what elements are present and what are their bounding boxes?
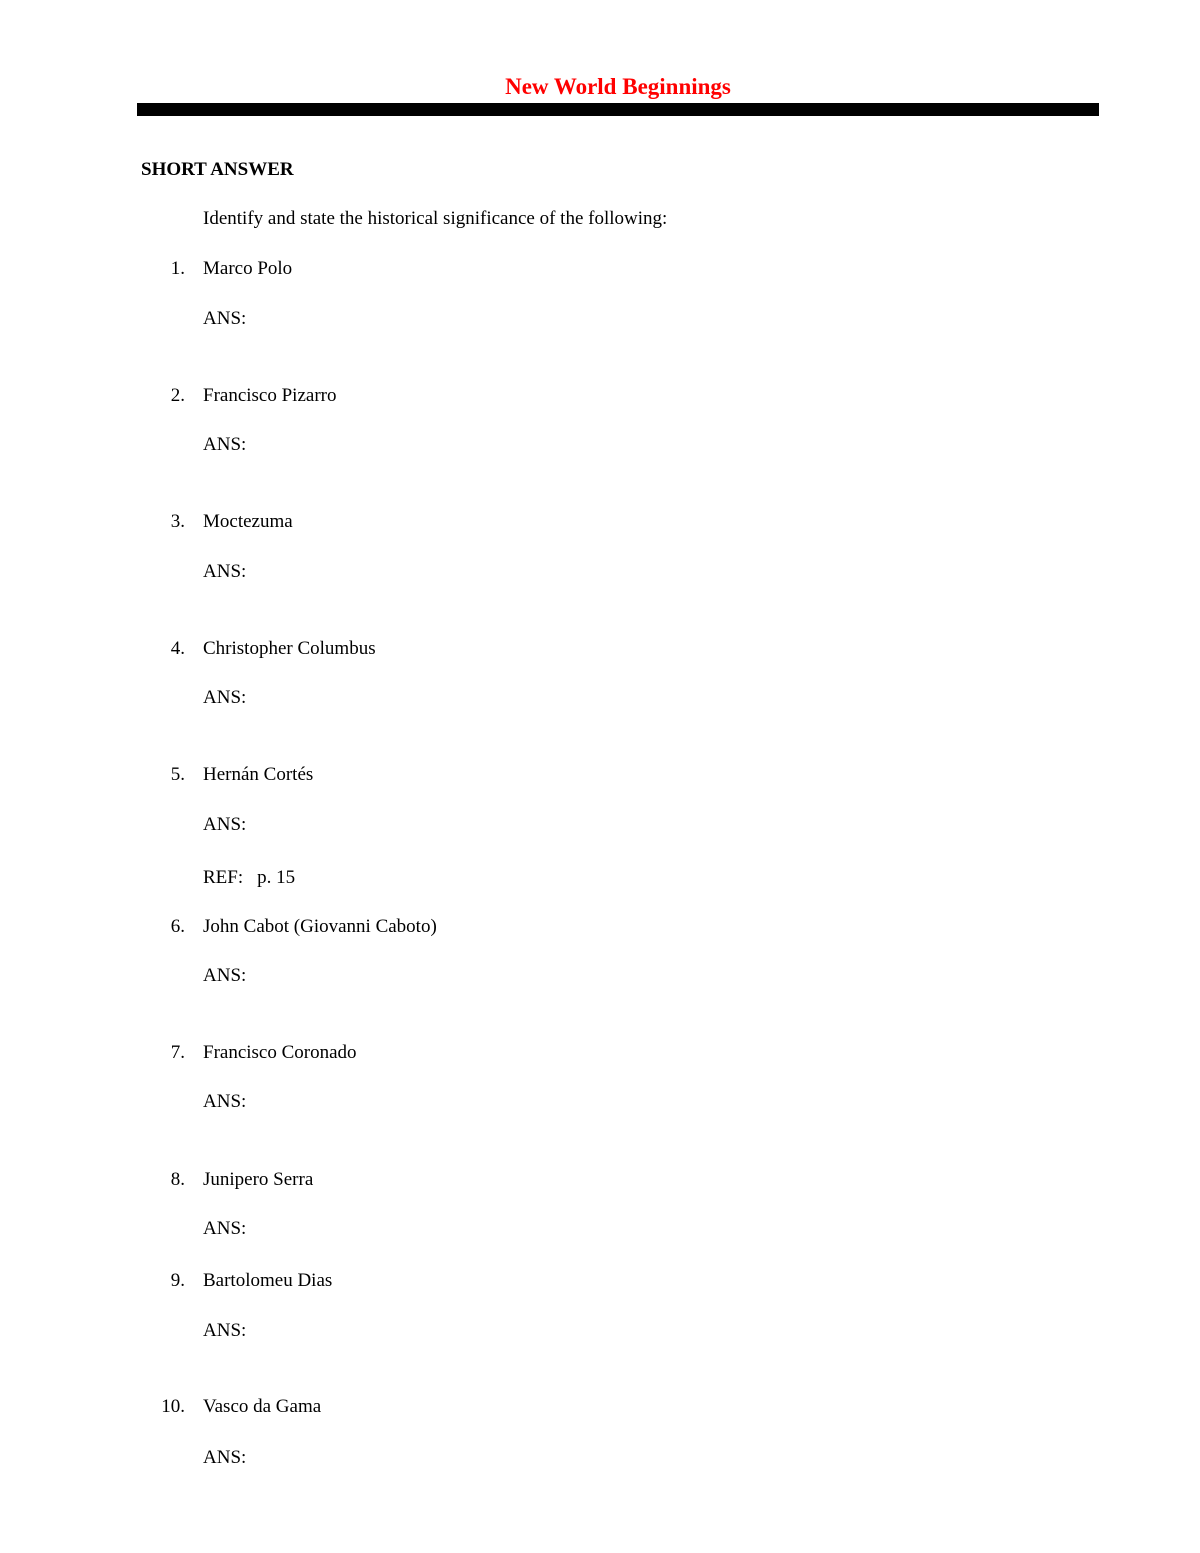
- question-term: John Cabot (Giovanni Caboto): [203, 916, 437, 937]
- question-term: Marco Polo: [203, 258, 293, 279]
- question-number: 3.: [170, 511, 185, 532]
- question-number: 8.: [170, 1169, 185, 1190]
- question-term: Junipero Serra: [203, 1169, 314, 1190]
- question-number: 7.: [170, 1042, 185, 1063]
- answer-label: ANS:: [203, 1447, 247, 1468]
- answer-label: ANS:: [203, 687, 247, 708]
- question-number: 10.: [161, 1396, 185, 1417]
- answer-label: ANS:: [203, 814, 247, 835]
- header-rule: [137, 103, 1099, 116]
- question-term: Bartolomeu Dias: [203, 1270, 333, 1291]
- answer-label: ANS:: [203, 561, 247, 582]
- answer-label: ANS:: [203, 1320, 247, 1341]
- question-number: 6.: [170, 916, 185, 937]
- answer-label: ANS:: [203, 434, 247, 455]
- question-number: 9.: [170, 1270, 185, 1291]
- section-heading: SHORT ANSWER: [141, 159, 294, 180]
- question-term: Christopher Columbus: [203, 638, 376, 659]
- question-term: Hernán Cortés: [203, 764, 314, 785]
- question-term: Vasco da Gama: [203, 1396, 322, 1417]
- question-term: Francisco Pizarro: [203, 385, 337, 406]
- question-term: Francisco Coronado: [203, 1042, 357, 1063]
- answer-label: ANS:: [203, 1091, 247, 1112]
- question-number: 4.: [170, 638, 185, 659]
- answer-label: ANS:: [203, 1218, 247, 1239]
- reference-page: p. 15: [257, 867, 296, 888]
- reference-line: [203, 865, 295, 891]
- page-title: New World Beginnings: [505, 74, 731, 99]
- instructions: Identify and state the historical significance of the following:: [203, 208, 668, 229]
- answer-label: ANS:: [203, 965, 247, 986]
- question-number: 5.: [170, 764, 185, 785]
- question-number: 1.: [170, 258, 185, 279]
- question-number: 2.: [170, 385, 185, 406]
- answer-label: ANS:: [203, 308, 247, 329]
- reference-label: REF:: [203, 867, 244, 888]
- question-term: Moctezuma: [203, 511, 293, 532]
